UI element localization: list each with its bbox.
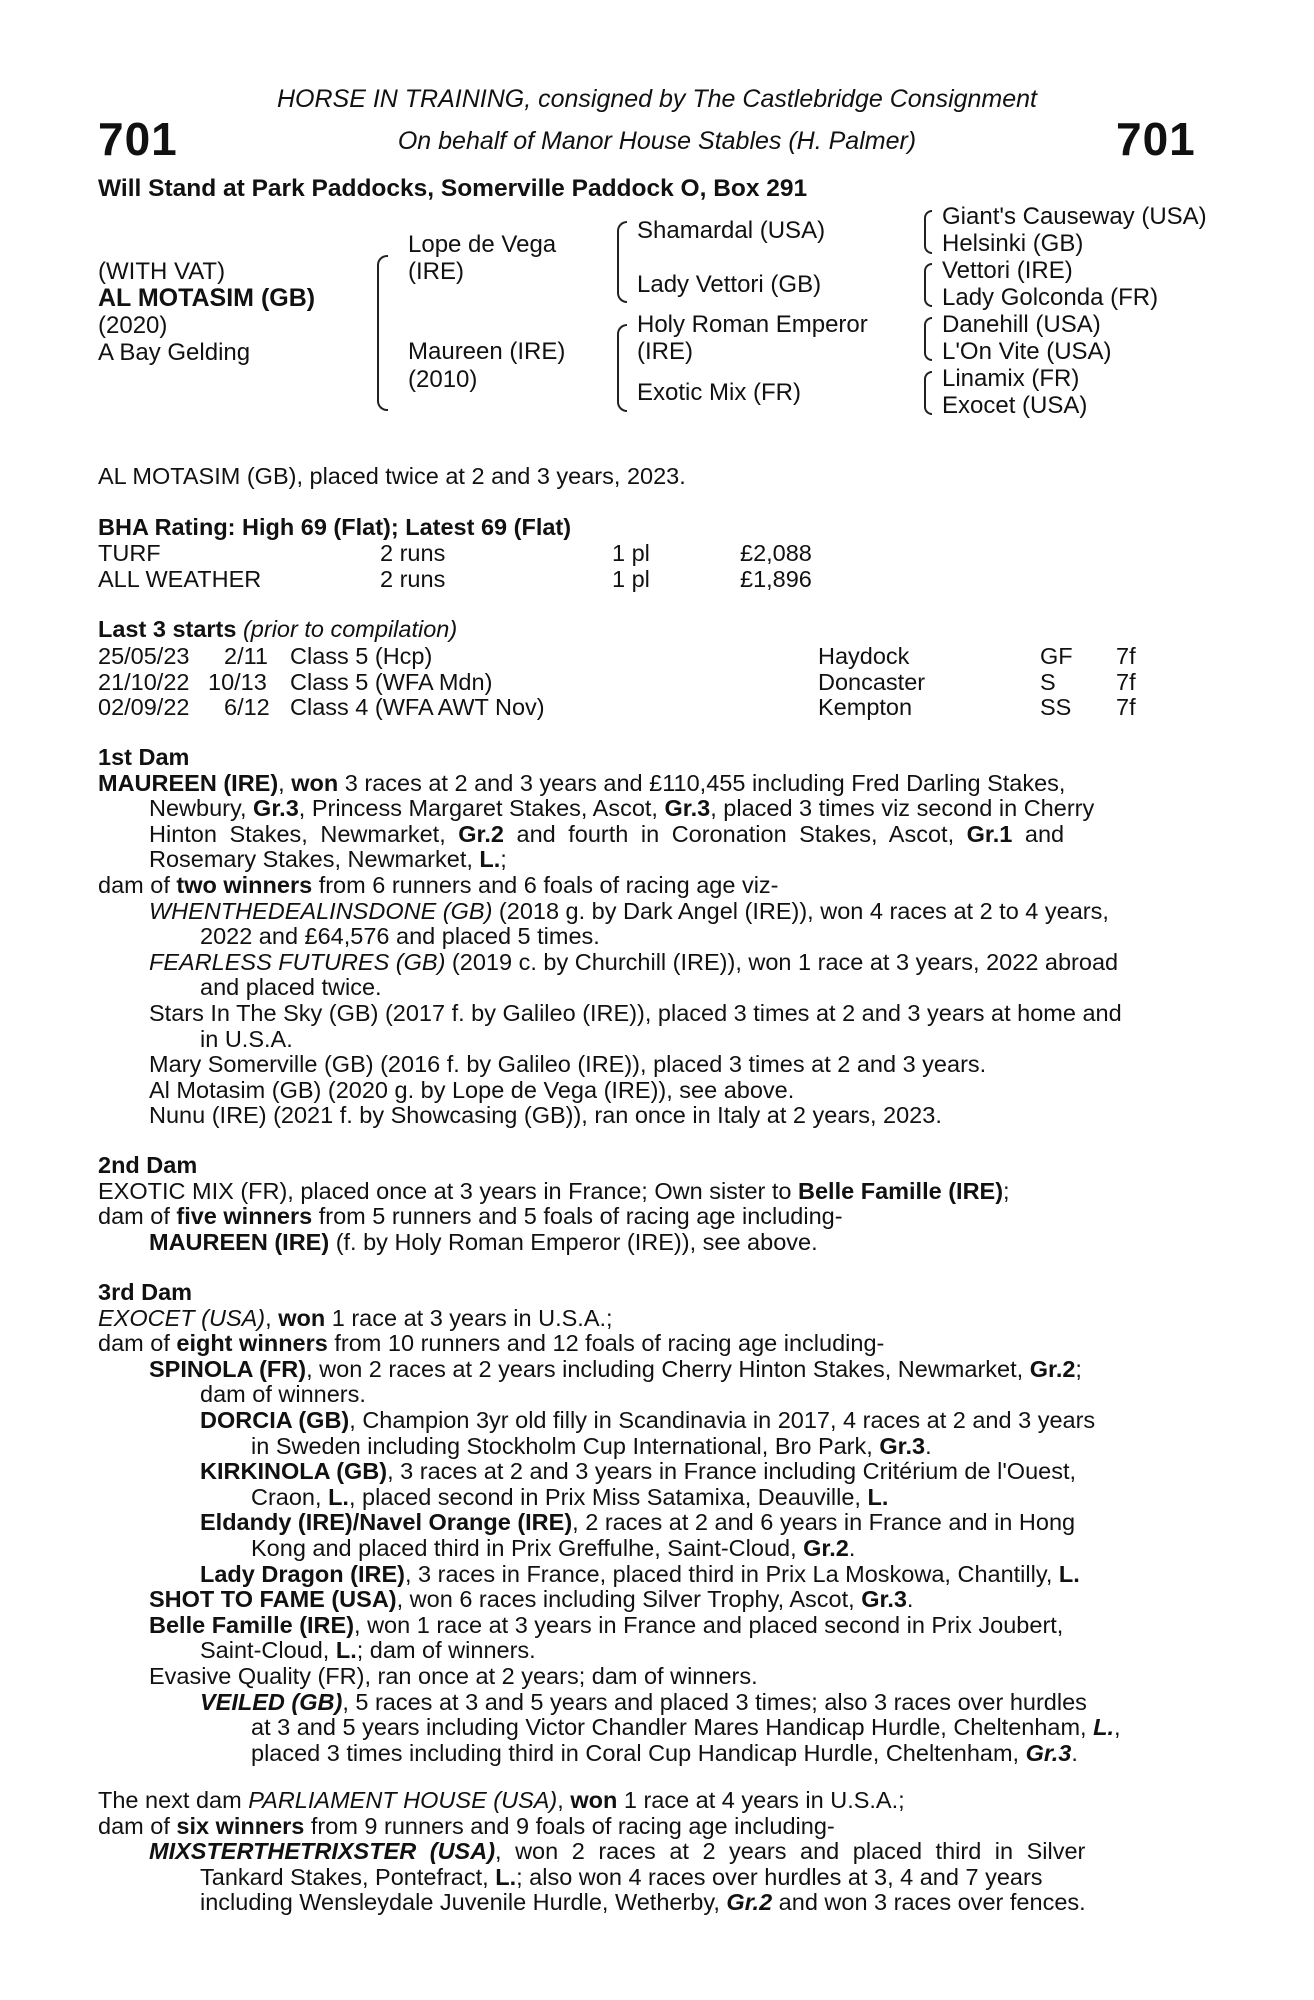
ss-brace bbox=[924, 210, 932, 254]
start-date: 02/09/22 bbox=[98, 694, 190, 720]
text: and won 3 races over fences. bbox=[772, 1889, 1086, 1916]
listed: L. bbox=[479, 846, 501, 873]
dam3-line bbox=[98, 1536, 1208, 1562]
text: 3 races at 2 and 3 years and £110,455 including Fred Darling Stakes, bbox=[338, 769, 1066, 796]
won-bold: won bbox=[291, 769, 339, 796]
text: dam of bbox=[98, 1330, 177, 1357]
next-dam-line bbox=[98, 1890, 1208, 1916]
horse-year: (2020) bbox=[98, 312, 168, 339]
sire-sire: Shamardal (USA) bbox=[637, 217, 826, 244]
third-dam-section bbox=[98, 1280, 1208, 1766]
dam3-line: dam of winners. bbox=[200, 1381, 366, 1408]
won-bold: won bbox=[570, 1787, 618, 1813]
text: from 5 runners and 5 foals of racing age including- bbox=[312, 1203, 843, 1230]
text: , bbox=[1114, 1714, 1121, 1741]
won-bold: won bbox=[278, 1304, 326, 1331]
horse-name: AL MOTASIM (GB) bbox=[98, 284, 316, 312]
dam-name-bold: MAUREEN (IRE) bbox=[98, 769, 279, 796]
text: Tankard Stakes, Pontefract, bbox=[200, 1863, 496, 1890]
text: ; bbox=[500, 846, 507, 873]
text: 1 race at 4 years in U.S.A.; bbox=[617, 1787, 905, 1813]
first-dam-section bbox=[98, 745, 1208, 1129]
race-summary: AL MOTASIM (GB), placed twice at 2 and 3 years, 2023. bbox=[98, 463, 686, 489]
text: , won 2 races at 2 years including Cherry Hinton Stakes, Newmarket, bbox=[306, 1355, 1030, 1382]
text: from 9 runners and 9 foals of racing age including- bbox=[304, 1812, 835, 1839]
progeny-name: DORCIA (GB) bbox=[200, 1406, 350, 1433]
start-race: Class 4 (WFA AWT Nov) bbox=[290, 694, 545, 720]
progeny-name: Belle Famille (IRE) bbox=[149, 1611, 355, 1638]
dd-sire: Linamix (FR) bbox=[942, 365, 1080, 392]
dam1-line: Nunu (IRE) (2021 f. by Showcasing (GB)), ran once in Italy at 2 years, 2023. bbox=[149, 1102, 942, 1129]
dam-dam: Exotic Mix (FR) bbox=[637, 379, 801, 406]
text: from 10 runners and 12 foals of racing age including- bbox=[327, 1330, 885, 1357]
dam3-line bbox=[98, 1613, 1208, 1639]
text: in Sweden including Stockholm Cup International, Bro Park, bbox=[251, 1432, 880, 1459]
start-race: Class 5 (Hcp) bbox=[290, 643, 433, 669]
grade: Gr.2 bbox=[458, 820, 504, 847]
listed: L. bbox=[1058, 1560, 1080, 1587]
winners-bold: six winners bbox=[176, 1812, 305, 1839]
dam1-line: and placed twice. bbox=[200, 974, 382, 1001]
dam2-line bbox=[98, 1204, 1208, 1230]
dam1-line: in U.S.A. bbox=[200, 1025, 293, 1052]
listed: L. bbox=[1093, 1714, 1115, 1741]
text: ; bbox=[1003, 1177, 1010, 1204]
grade: Gr.3 bbox=[664, 795, 711, 822]
start-position: 6/12 bbox=[224, 694, 270, 720]
listed: L. bbox=[335, 1637, 357, 1664]
dam1-line bbox=[98, 847, 1208, 873]
dam3-line bbox=[98, 1357, 1208, 1383]
listed: L. bbox=[867, 1483, 889, 1510]
start-course: Kempton bbox=[818, 694, 913, 720]
ds-sire: Danehill (USA) bbox=[942, 311, 1101, 338]
rating-money: £2,088 bbox=[740, 540, 812, 566]
rating-title: BHA Rating: High 69 (Flat); Latest 69 (Flat) bbox=[98, 514, 572, 540]
dam3-line bbox=[98, 1306, 1208, 1332]
sire-brace bbox=[617, 221, 627, 303]
sd-dam: Lady Golconda (FR) bbox=[942, 284, 1159, 311]
dam1-line: Mary Somerville (GB) (2016 f. by Galileo (IRE)), placed 3 times at 2 and 3 years. bbox=[149, 1051, 987, 1078]
text: , Champion 3yr old filly in Scandinavia in 2017, 4 races at 2 and 3 years bbox=[349, 1406, 1096, 1433]
next-dam-section bbox=[98, 1788, 1208, 1916]
sire-name: Lope de Vega bbox=[408, 231, 557, 258]
next-dam-line bbox=[98, 1865, 1208, 1891]
grade: Gr.2 bbox=[803, 1534, 849, 1561]
progeny-name: Lady Dragon (IRE) bbox=[200, 1560, 405, 1587]
text: ; dam of winners. bbox=[356, 1637, 536, 1664]
start-distance: 7f bbox=[1116, 694, 1136, 720]
progeny-name: WHENTHEDEALINSDONE (GB) bbox=[149, 897, 493, 924]
dam1-line bbox=[98, 771, 1208, 797]
text: Rosemary Stakes, Newmarket, bbox=[149, 846, 480, 873]
text: , placed second in Prix Miss Satamixa, Deauville, bbox=[348, 1483, 868, 1510]
dam3-line bbox=[98, 1741, 1208, 1767]
text: , won 2 races at 2 years and placed third in Silver bbox=[495, 1838, 1086, 1865]
text: (f. by Holy Roman Emperor (IRE)), see above. bbox=[329, 1228, 818, 1255]
lot-number-right: 701 bbox=[1116, 113, 1196, 165]
dam3-line bbox=[98, 1638, 1208, 1664]
ds-brace bbox=[924, 317, 932, 361]
text: , 3 races in France, placed third in Prix La Moskowa, Chantilly, bbox=[404, 1560, 1059, 1587]
text: EXOTIC MIX (FR), placed once at 3 years in France; Own sister to bbox=[98, 1177, 799, 1204]
text: , 3 races at 2 and 3 years in France including Critérium de l'Ouest, bbox=[387, 1458, 1077, 1485]
text: . bbox=[925, 1432, 932, 1459]
dam1-line bbox=[98, 873, 1208, 899]
ss-sire: Giant's Causeway (USA) bbox=[942, 203, 1207, 230]
text: , placed 3 times viz second in Cherry bbox=[710, 795, 1095, 822]
progeny-name: VEILED (GB) bbox=[200, 1688, 343, 1715]
text: and fourth in Coronation Stakes, Ascot, bbox=[503, 820, 967, 847]
text: and bbox=[1012, 820, 1065, 847]
dam1-line bbox=[98, 822, 1208, 848]
dam3-line bbox=[98, 1715, 1208, 1741]
text: Hinton Stakes, Newmarket, bbox=[149, 820, 459, 847]
rating-placed: 1 pl bbox=[612, 566, 650, 592]
text: The next dam bbox=[98, 1787, 249, 1813]
progeny-name: SHOT TO FAME (USA) bbox=[149, 1586, 397, 1613]
progeny-name: Eldandy (IRE)/Navel Orange (IRE) bbox=[200, 1509, 573, 1536]
next-dam-line bbox=[98, 1788, 1208, 1814]
dam1-line bbox=[98, 950, 1208, 976]
rating-surface: ALL WEATHER bbox=[98, 566, 262, 592]
second-dam-heading: 2nd Dam bbox=[98, 1152, 198, 1178]
text: (2019 c. by Churchill (IRE)), won 1 race at 3 years, 2022 abroad bbox=[445, 948, 1119, 975]
text: ; bbox=[1075, 1355, 1082, 1382]
starts-title: Last 3 starts bbox=[98, 616, 237, 642]
pedigree-brace bbox=[377, 255, 388, 411]
dam2-line bbox=[98, 1179, 1208, 1205]
lot-number-left: 701 bbox=[98, 113, 178, 165]
rating-runs: 2 runs bbox=[380, 566, 446, 592]
text: . bbox=[906, 1586, 914, 1613]
grade: Gr.3 bbox=[861, 1586, 907, 1613]
text: placed 3 times including third in Coral Cup Handicap Hurdle, Cheltenham, bbox=[251, 1739, 1026, 1766]
text: Craon, bbox=[251, 1483, 329, 1510]
starts-heading bbox=[98, 617, 457, 643]
text: at 3 and 5 years including Victor Chandler Mares Handicap Hurdle, Cheltenham, bbox=[251, 1714, 1094, 1741]
start-distance: 7f bbox=[1116, 669, 1136, 695]
text: from 6 runners and 6 foals of racing age viz- bbox=[312, 871, 779, 898]
progeny-name: KIRKINOLA (GB) bbox=[200, 1458, 388, 1485]
dam3-line bbox=[98, 1485, 1208, 1511]
text: . bbox=[848, 1534, 856, 1561]
dam1-line: Al Motasim (GB) (2020 g. by Lope de Vega (IRE)), see above. bbox=[149, 1076, 795, 1103]
text: including Wensleydale Juvenile Hurdle, Wetherby, bbox=[200, 1889, 727, 1916]
sister-name: Belle Famille (IRE) bbox=[798, 1177, 1004, 1204]
progeny-name: MAUREEN (IRE) bbox=[149, 1228, 330, 1255]
start-position: 10/13 bbox=[208, 669, 267, 695]
dam3-line bbox=[98, 1587, 1208, 1613]
winners-bold: two winners bbox=[176, 871, 313, 898]
start-course: Doncaster bbox=[818, 669, 926, 695]
dam3-line bbox=[98, 1562, 1208, 1588]
progeny-name: FEARLESS FUTURES (GB) bbox=[149, 948, 446, 975]
grade: Gr.3 bbox=[253, 795, 299, 822]
text: dam of bbox=[98, 1812, 177, 1839]
dd-brace bbox=[924, 371, 932, 415]
next-dam-line bbox=[98, 1839, 1208, 1865]
start-race: Class 5 (WFA Mdn) bbox=[290, 669, 493, 695]
text: , 2 races at 2 and 6 years in France and in Hong bbox=[572, 1509, 1076, 1536]
first-dam-heading: 1st Dam bbox=[98, 744, 190, 770]
rating-money: £1,896 bbox=[740, 566, 812, 592]
text: , bbox=[278, 769, 292, 796]
dam1-line bbox=[98, 899, 1208, 925]
dam1-line: Stars In The Sky (GB) (2017 f. by Galileo (IRE)), placed 3 times at 2 and 3 years at home and bbox=[149, 999, 1122, 1026]
start-course: Haydock bbox=[818, 643, 910, 669]
on-behalf-line: On behalf of Manor House Stables (H. Palmer) bbox=[397, 127, 917, 155]
dam-sire-line1: Holy Roman Emperor bbox=[637, 311, 868, 338]
dam1-line bbox=[98, 796, 1208, 822]
sd-brace bbox=[924, 263, 932, 307]
dam3-line bbox=[98, 1510, 1208, 1536]
stand-location: Will Stand at Park Paddocks, Somerville Paddock O, Box 291 bbox=[98, 175, 808, 202]
text: . bbox=[1071, 1739, 1078, 1766]
dam3-line bbox=[98, 1408, 1208, 1434]
progeny-name: MIXSTERTHETRIXSTER (USA) bbox=[149, 1838, 496, 1865]
dam-name: Maureen (IRE) bbox=[408, 338, 566, 365]
second-dam-section bbox=[98, 1153, 1208, 1255]
dam3-line bbox=[98, 1459, 1208, 1485]
start-date: 25/05/23 bbox=[98, 643, 190, 669]
dam-brace bbox=[617, 324, 627, 412]
ds-dam: L'On Vite (USA) bbox=[942, 338, 1112, 365]
sire-country: (IRE) bbox=[408, 258, 464, 285]
text: , won 6 races including Silver Trophy, Ascot, bbox=[396, 1586, 862, 1613]
text: Kong and placed third in Prix Greffulhe, Saint-Cloud, bbox=[251, 1534, 804, 1561]
third-dam-heading: 3rd Dam bbox=[98, 1279, 193, 1305]
dd-dam: Exocet (USA) bbox=[942, 392, 1088, 419]
text: 1 race at 3 years in U.S.A.; bbox=[325, 1304, 613, 1331]
dam-sire-line2: (IRE) bbox=[637, 338, 693, 365]
start-date: 21/10/22 bbox=[98, 669, 190, 695]
start-position: 2/11 bbox=[224, 643, 268, 669]
grade: Gr.2 bbox=[1029, 1355, 1076, 1382]
winners-bold: eight winners bbox=[176, 1330, 328, 1357]
dam3-line bbox=[98, 1434, 1208, 1460]
winners-bold: five winners bbox=[176, 1203, 313, 1230]
text: ; also won 4 races over hurdles at 3, 4 and 7 years bbox=[516, 1863, 1043, 1890]
starts-note: (prior to compilation) bbox=[242, 616, 458, 642]
horse-description: A Bay Gelding bbox=[98, 339, 251, 366]
text: , 5 races at 3 and 5 years and placed 3 times; also 3 races over hurdles bbox=[342, 1688, 1087, 1715]
sire-dam: Lady Vettori (GB) bbox=[637, 271, 822, 298]
dam-name: PARLIAMENT HOUSE (USA) bbox=[248, 1787, 558, 1813]
text: , won 1 race at 3 years in France and placed second in Prix Joubert, bbox=[354, 1611, 1064, 1638]
rating-runs: 2 runs bbox=[380, 540, 446, 566]
progeny-name: SPINOLA (FR) bbox=[149, 1355, 307, 1382]
ss-dam: Helsinki (GB) bbox=[942, 230, 1084, 257]
vat-note: (WITH VAT) bbox=[98, 258, 226, 285]
listed: L. bbox=[495, 1863, 517, 1890]
listed: L. bbox=[328, 1483, 349, 1510]
text: , Princess Margaret Stakes, Ascot, bbox=[298, 795, 665, 822]
consignment-line: HORSE IN TRAINING, consigned by The Castlebridge Consignment bbox=[276, 85, 1038, 113]
text: , bbox=[557, 1787, 571, 1813]
rating-placed: 1 pl bbox=[612, 540, 650, 566]
next-dam-line bbox=[98, 1814, 1208, 1840]
grade: Gr.1 bbox=[966, 820, 1013, 847]
grade: Gr.3 bbox=[879, 1432, 926, 1459]
text: dam of bbox=[98, 871, 177, 898]
dam1-line: 2022 and £64,576 and placed 5 times. bbox=[200, 923, 600, 950]
start-going: SS bbox=[1040, 694, 1072, 720]
text: Newbury, bbox=[149, 795, 254, 822]
text: Saint-Cloud, bbox=[200, 1637, 336, 1664]
dam2-line bbox=[98, 1230, 1208, 1256]
dam3-line: Evasive Quality (FR), ran once at 2 years; dam of winners. bbox=[149, 1662, 758, 1689]
grade: Gr.3 bbox=[1025, 1739, 1072, 1766]
sd-sire: Vettori (IRE) bbox=[942, 257, 1073, 284]
dam3-line bbox=[98, 1690, 1208, 1716]
rating-surface: TURF bbox=[98, 540, 161, 566]
text: dam of bbox=[98, 1203, 177, 1230]
grade: Gr.2 bbox=[726, 1889, 773, 1916]
text: (2018 g. by Dark Angel (IRE)), won 4 races at 2 to 4 years, bbox=[492, 897, 1109, 924]
start-distance: 7f bbox=[1116, 643, 1136, 669]
dam3-line bbox=[98, 1331, 1208, 1357]
start-going: S bbox=[1040, 669, 1056, 695]
text: , bbox=[265, 1304, 279, 1331]
start-going: GF bbox=[1040, 643, 1073, 669]
dam-year: (2010) bbox=[408, 366, 478, 393]
dam-name: EXOCET (USA) bbox=[98, 1304, 266, 1331]
